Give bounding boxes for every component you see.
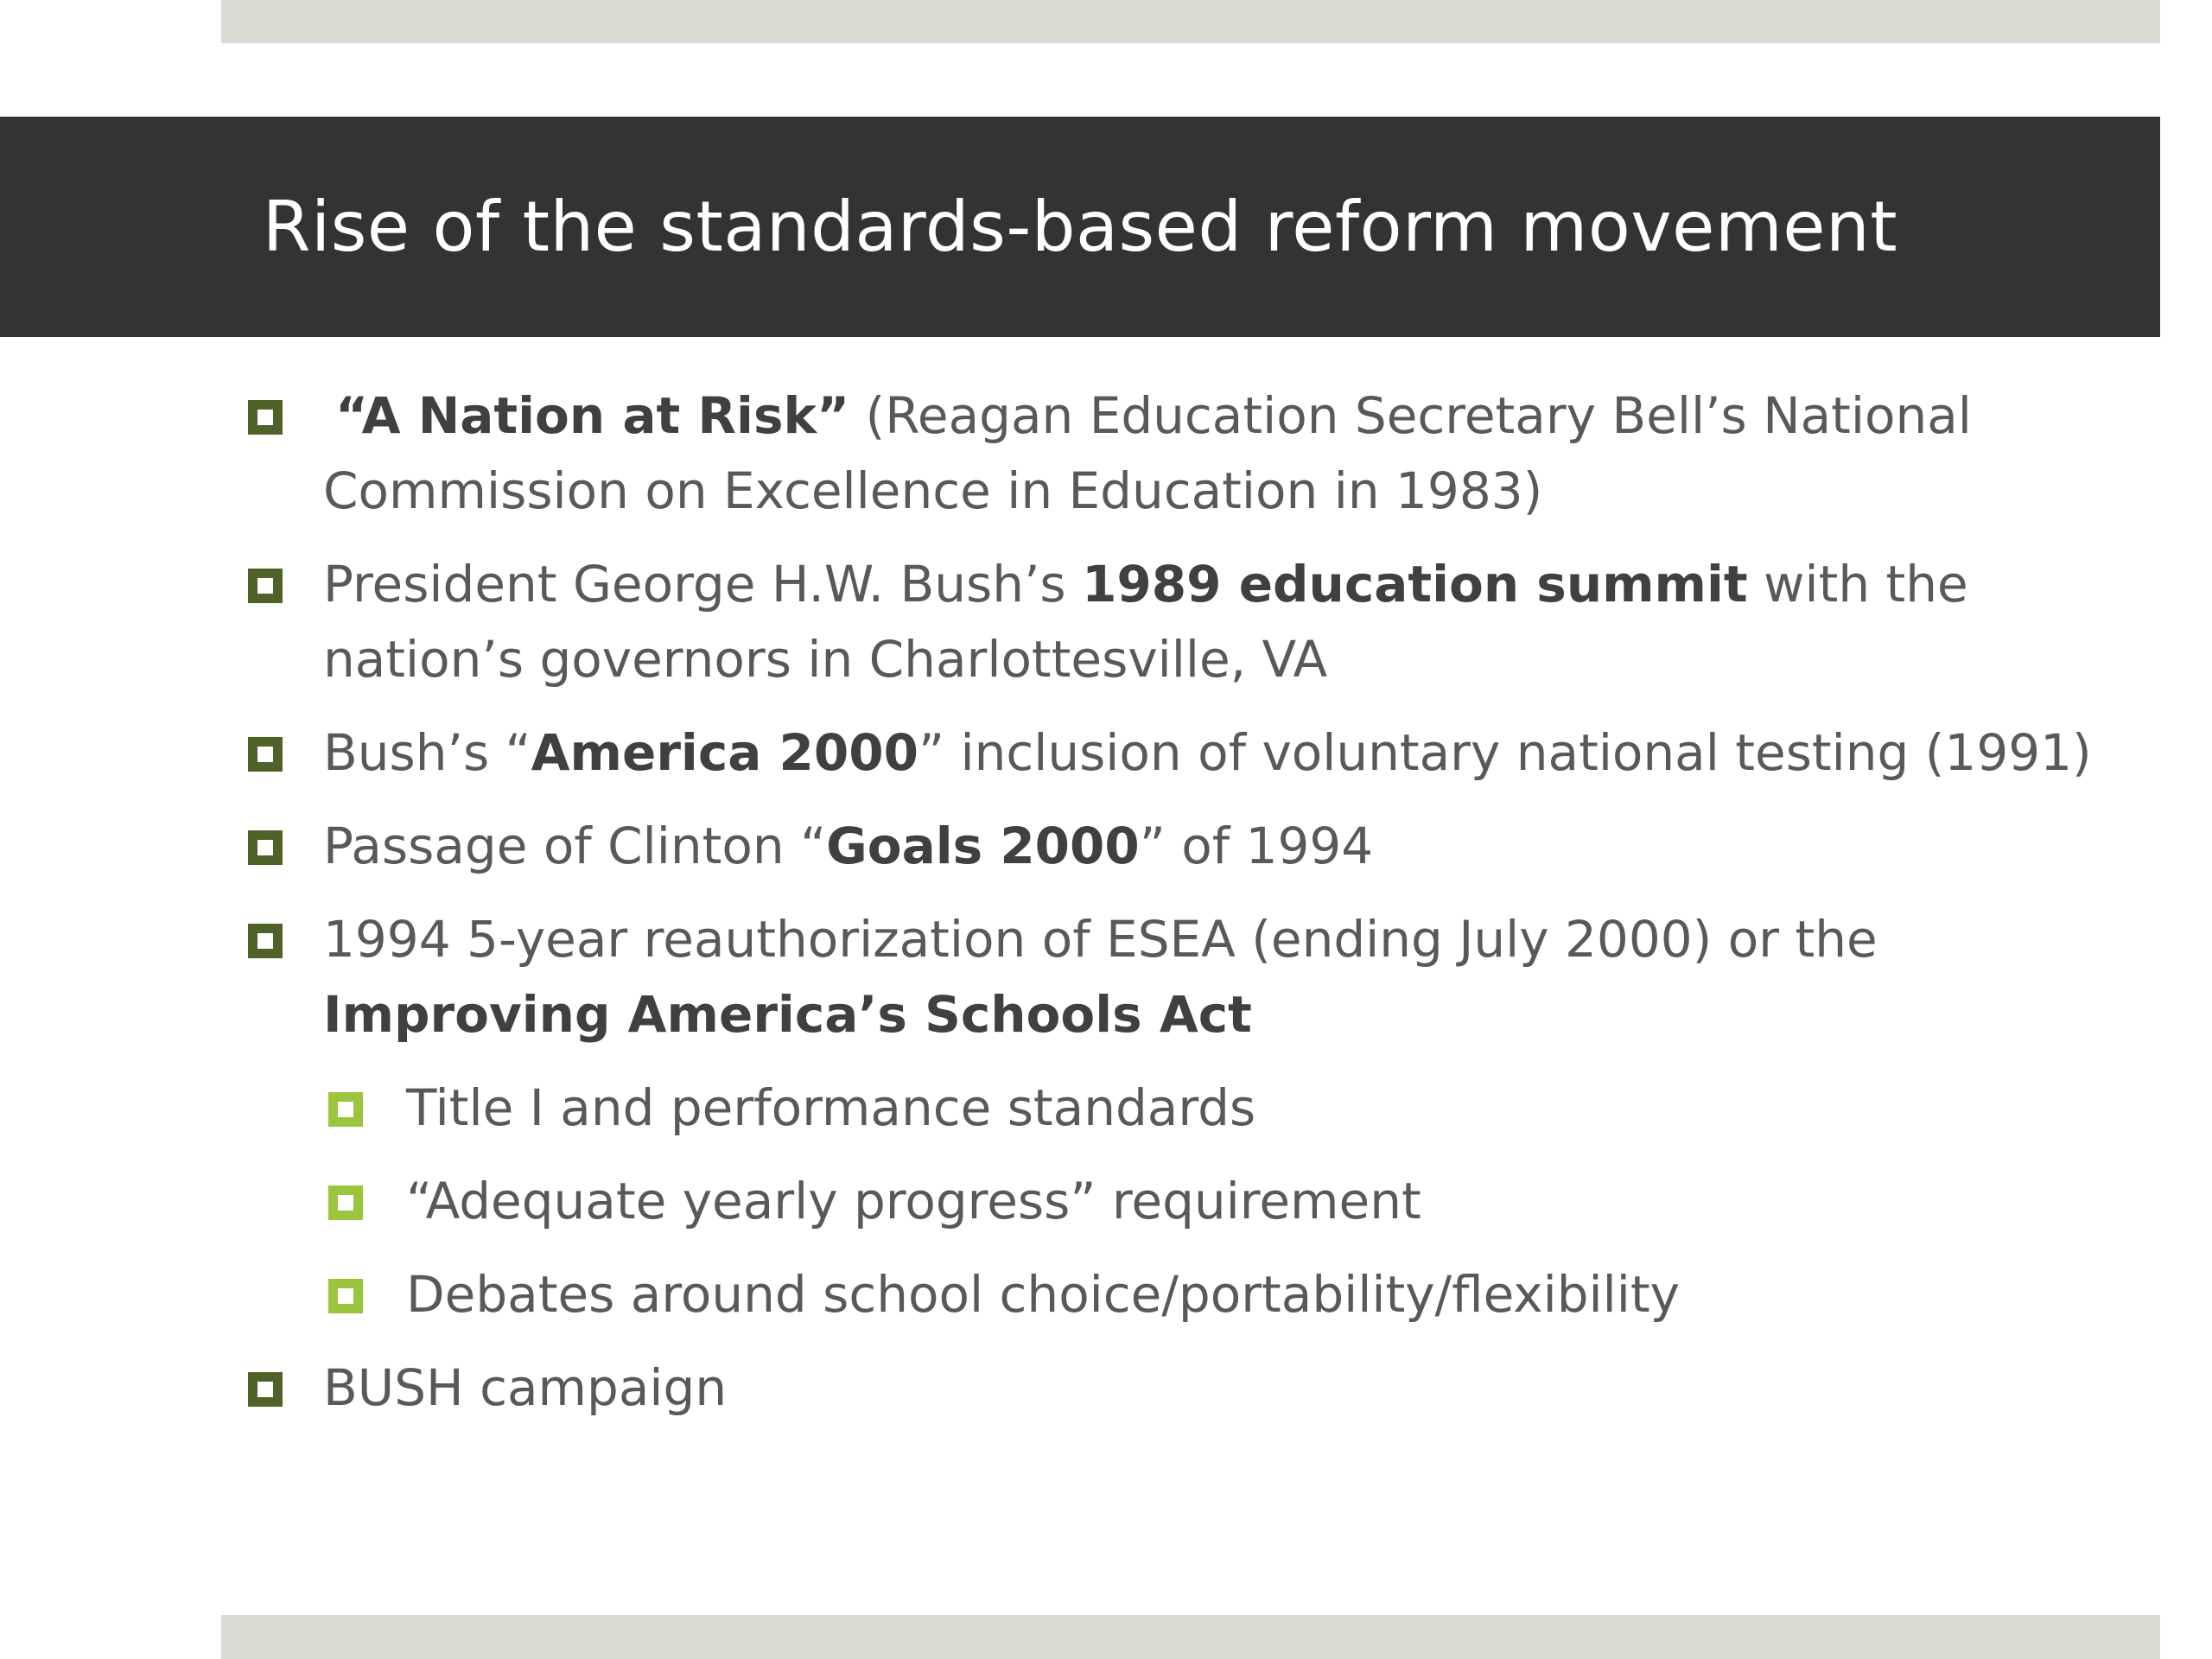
bottom-decorative-band <box>221 1615 2160 1659</box>
square-sub-bullet-icon <box>328 1279 363 1313</box>
bullet-item-4: Passage of Clinton “Goals 2000” of 1994 <box>323 817 1374 875</box>
sub-bullet-item-3: Debates around school choice/portability/flexibility <box>406 1265 1680 1324</box>
square-bullet-icon <box>248 924 283 958</box>
square-bullet-icon <box>248 737 283 772</box>
bullet-item-5-line-2 <box>323 977 1252 1052</box>
square-bullet-icon <box>248 830 283 865</box>
square-sub-bullet-icon <box>328 1185 363 1220</box>
bullet-1-bold-text: “A Nation at Risk” <box>335 386 850 445</box>
bullet-2-bold-text: 1989 education summit <box>1082 555 1748 613</box>
sub-bullet-item-2: “Adequate yearly progress” requirement <box>406 1172 1421 1230</box>
square-bullet-icon <box>248 569 283 603</box>
bullet-item-1-line-1 <box>335 378 1972 454</box>
square-bullet-icon <box>248 1372 283 1407</box>
bullet-item-3: Bush’s “America 2000” inclusion of voluntary national testing (1991) <box>323 723 2092 782</box>
bullet-5-bold-text: Improving America’s Schools Act <box>323 985 1252 1044</box>
slide-title: Rise of the standards-based reform movement <box>262 187 1898 267</box>
bullet-3-bold-text: America 2000 <box>531 723 918 782</box>
bullet-item-2-line-1: President George H.W. Bush’s 1989 education summit with the <box>323 555 1968 613</box>
bullet-1-text: (Reagan Education Secretary Bell’s National <box>849 386 1972 445</box>
square-bullet-icon <box>248 400 283 435</box>
sub-bullet-item-1: Title I and performance standards <box>406 1078 1256 1137</box>
bullet-item-1-line-2: Commission on Excellence in Education in 1983) <box>323 461 1543 520</box>
bullet-4-bold-text: Goals 2000 <box>826 817 1140 875</box>
bullet-item-5-line-1: 1994 5-year reauthorization of ESEA (ending July 2000) or the <box>323 910 1878 969</box>
bullet-item-6: BUSH campaign <box>323 1358 728 1417</box>
square-sub-bullet-icon <box>328 1092 363 1127</box>
bullet-item-2-line-2: nation’s governors in Charlottesville, VA <box>323 630 1328 689</box>
